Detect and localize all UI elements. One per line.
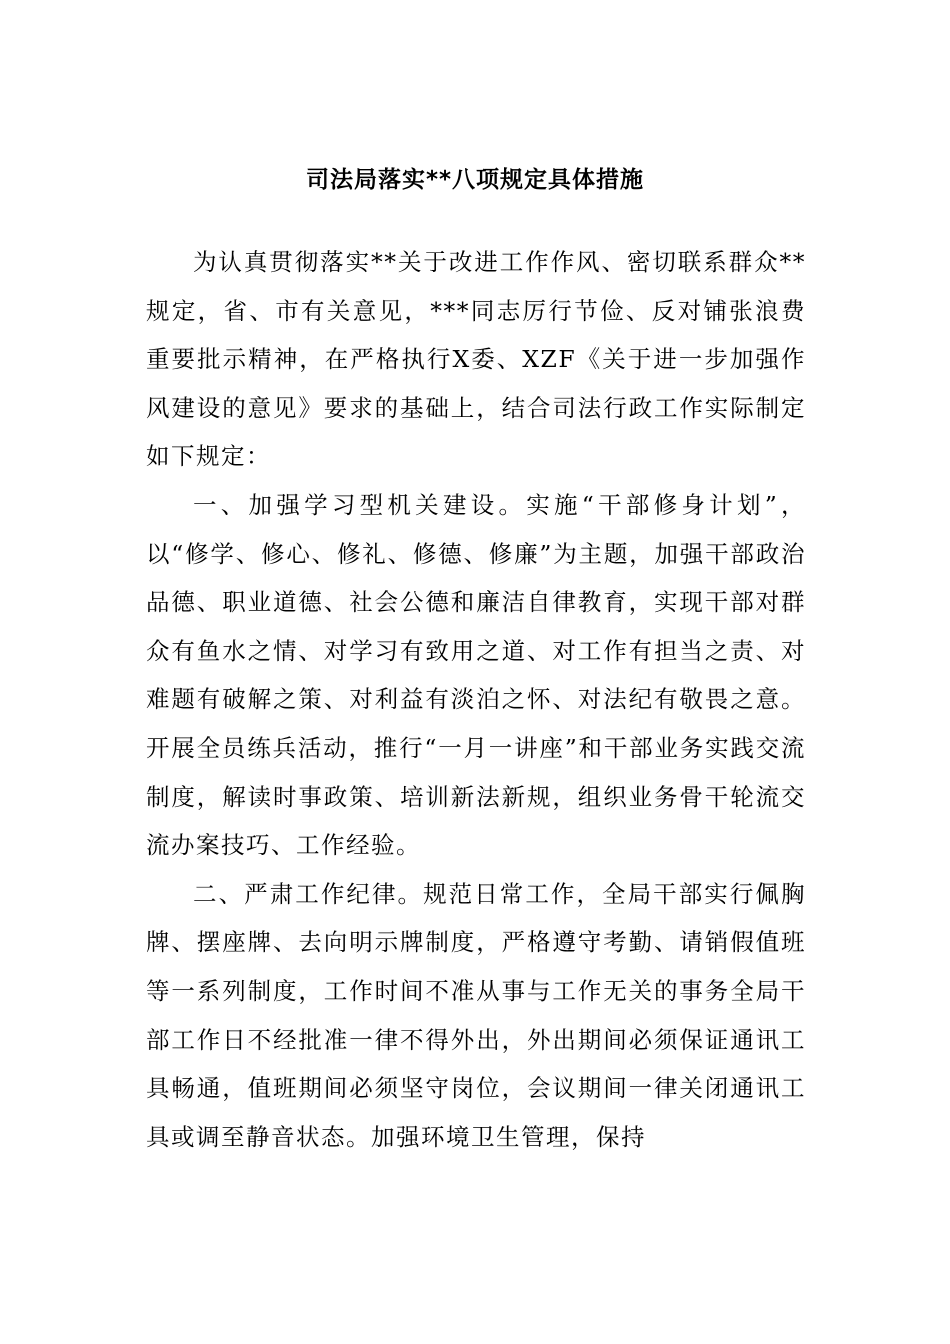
document-title: 司法局落实**八项规定具体措施 <box>305 167 645 193</box>
paragraph-intro: 为认真贯彻落实**关于改进工作作风、密切联系群众**规定，省、市有关意见，***同志厉行节俭、反对铺张浪费重要批示精神，在严格执行X委、XZF《关于进一步加强作风建设的意见》要求的基础上，结合司法行政工作实际制定如下规定： <box>146 248 806 471</box>
document-body <box>146 238 806 1161</box>
paragraph-section-1: 一、加强学习型机关建设。实施“干部修身计划”，以“修学、修心、修礼、修德、修廉”为主题，加强干部政治品德、职业道德、社会公德和廉洁自律教育，实现干部对群众有鱼水之情、对学习有致用之道、对工作有担当之责、对难题有破解之策、对利益有淡泊之怀、对法纪有敬畏之意。开展全员练兵活动，推行“一月一讲座”和干部业务实践交流制度，解读时事政策、培训新法新规，组织业务骨干轮流交流办案技巧、工作经验。 <box>146 490 806 860</box>
paragraph-section-2: 二、严肃工作纪律。规范日常工作，全局干部实行佩胸牌、摆座牌、去向明示牌制度，严格遵守考勤、请销假值班等一系列制度，工作时间不准从事与工作无关的事务全局干部工作日不经批准一律不得外出，外出期间必须保证通讯工具畅通，值班期间必须坚守岗位，会议期间一律关闭通讯工具或调至静音状态。加强环境卫生管理，保持 <box>146 879 806 1151</box>
